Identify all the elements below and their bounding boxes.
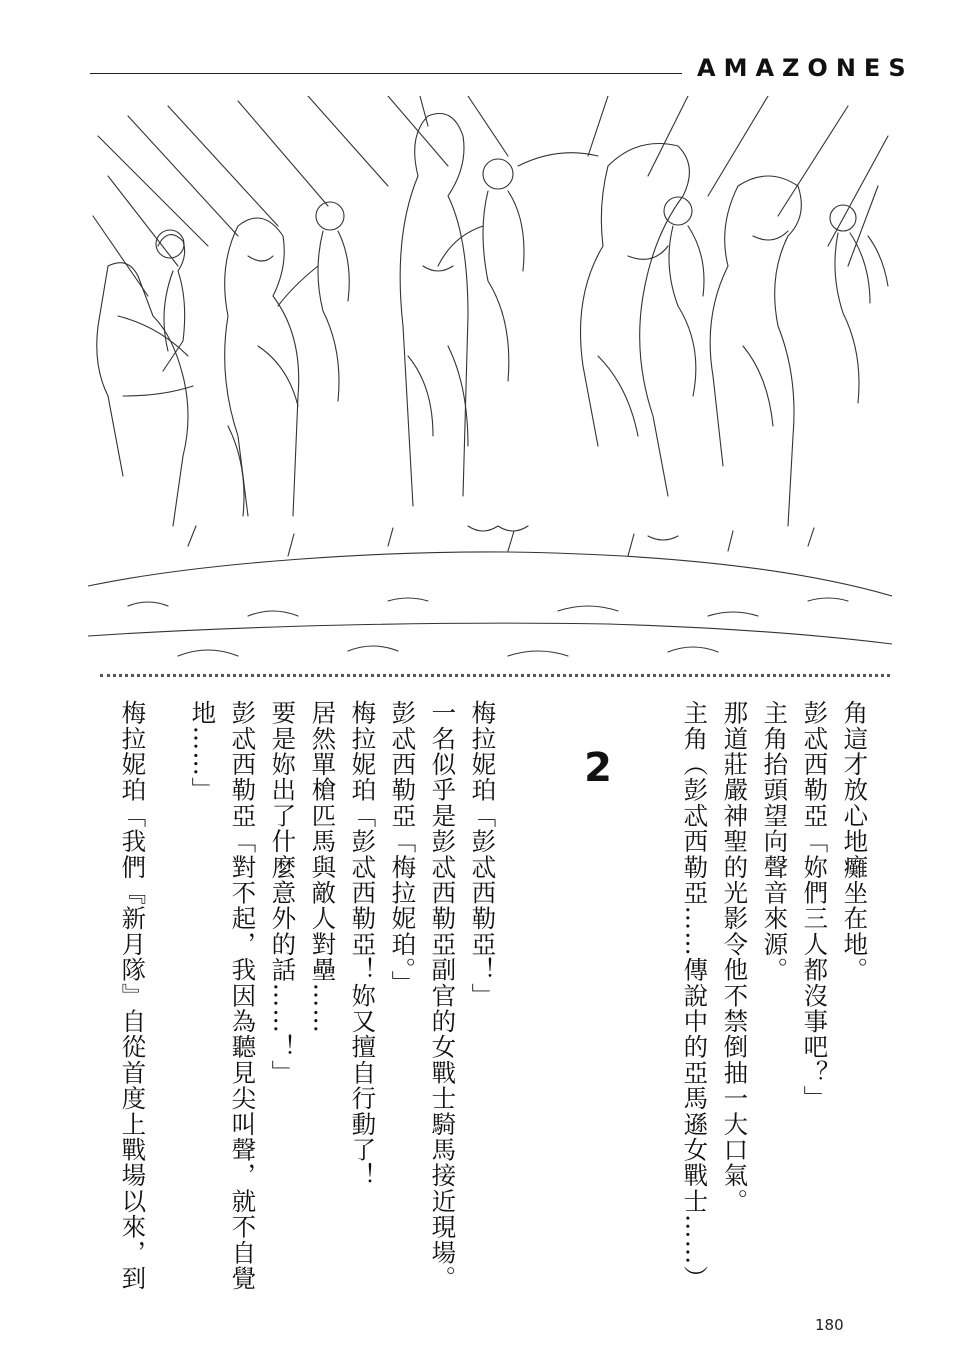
page-number: 180 xyxy=(815,1316,844,1334)
text-column: 彭忒西勒亞「對不起，我因為聽見尖叫聲，就不自覺 xyxy=(228,700,258,1292)
text-column: 要是妳出了什麼意外的話……！」 xyxy=(268,700,298,1086)
text-column: 那道莊嚴神聖的光影令他不禁倒抽一大口氣。 xyxy=(720,700,750,1214)
illustration xyxy=(88,96,892,668)
text-column: 地……」 xyxy=(188,700,218,803)
text-column: 主角（彭忒西勒亞……傳說中的亞馬遜女戰士……） xyxy=(680,700,710,1292)
text-column: 彭忒西勒亞「妳們三人都沒事吧？」 xyxy=(800,700,830,1112)
header-rule xyxy=(90,73,682,74)
text-column: 角這才放心地癱坐在地。 xyxy=(840,700,870,983)
text-column: 彭忒西勒亞「梅拉妮珀。」 xyxy=(388,700,418,997)
text-column: 梅拉妮珀「我們『新月隊』自從首度上戰場以來，到 xyxy=(118,700,148,1292)
text-column: 梅拉妮珀「彭忒西勒亞！妳又擅自行動了！ xyxy=(348,700,378,1189)
text-column: 一名似乎是彭忒西勒亞副官的女戰士騎馬接近現場。 xyxy=(428,700,458,1292)
series-title: AMAZONES xyxy=(697,54,914,82)
section-divider xyxy=(100,674,890,677)
text-column: 居然單槍匹馬與敵人對壘…… xyxy=(308,700,338,1035)
text-column: 主角抬頭望向聲音來源。 xyxy=(760,700,790,983)
text-column: 梅拉妮珀「彭忒西勒亞！」 xyxy=(468,700,498,1009)
chapter-number: 2 xyxy=(584,745,612,791)
